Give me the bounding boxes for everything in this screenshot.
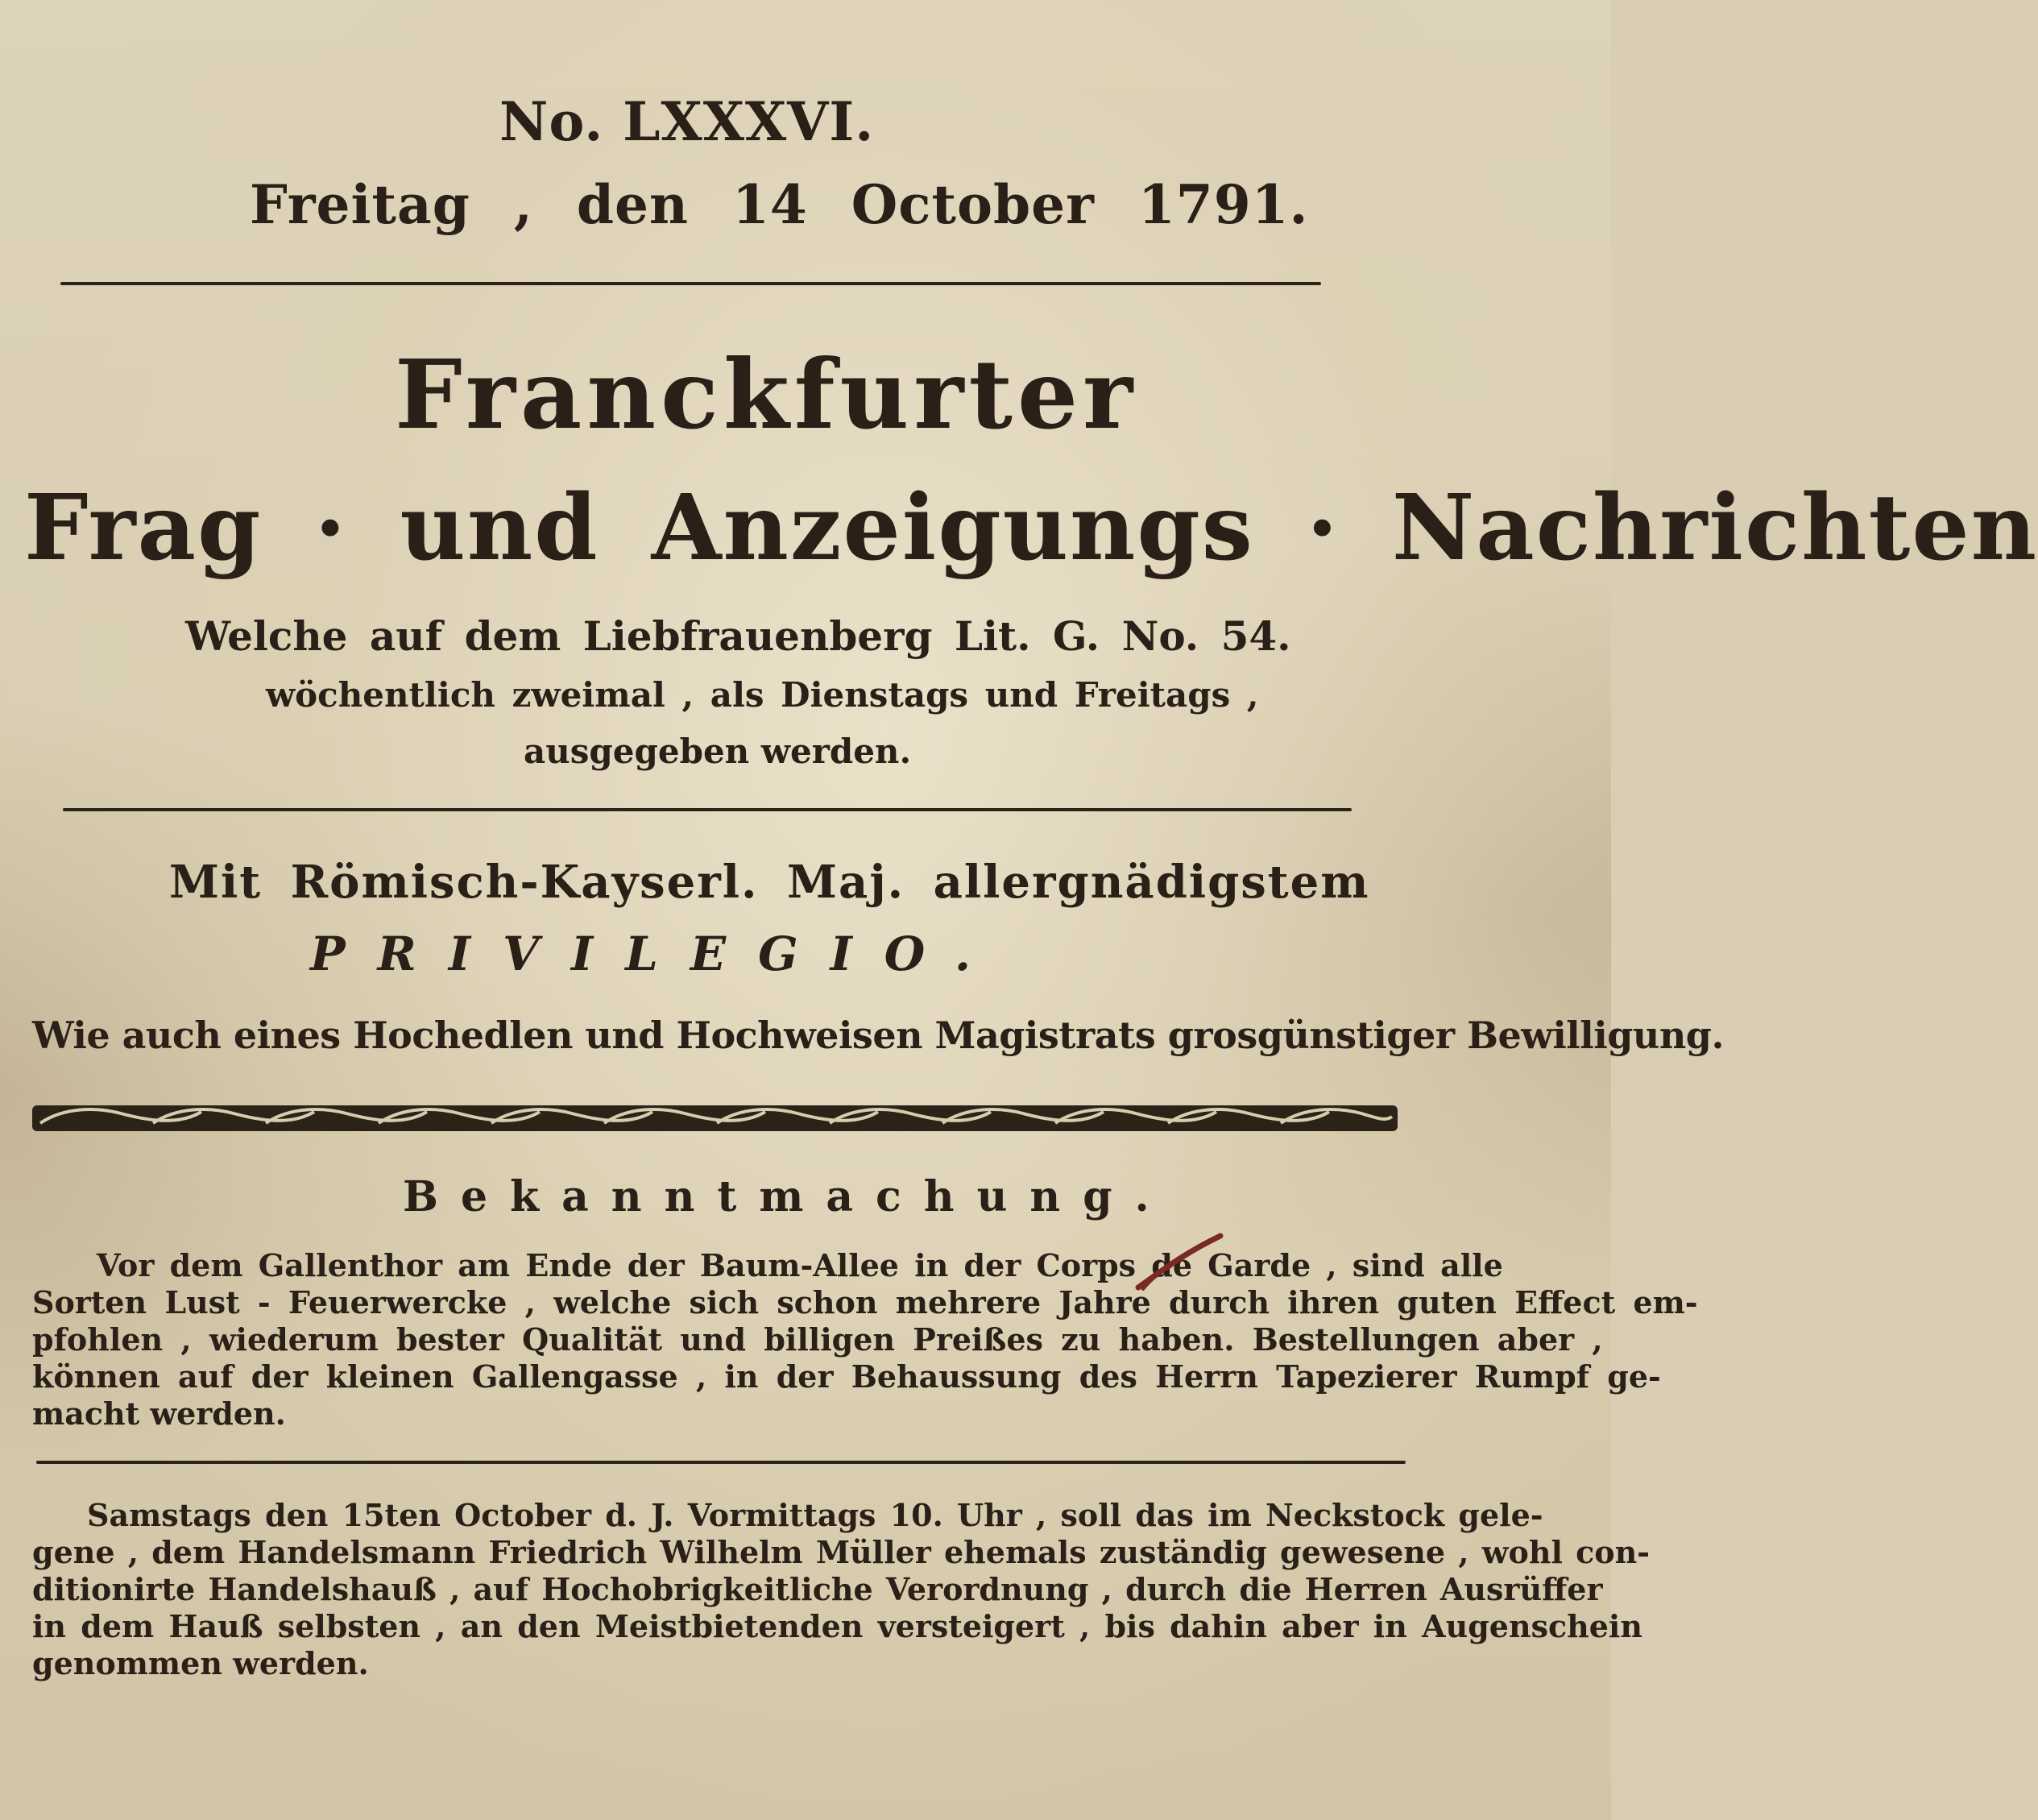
paragraph-line: können auf der kleinen Gallengasse , in der Behaussung des Herrn Tapezierer Rumpf ge-	[32, 1358, 1661, 1395]
ornamental-border	[32, 1102, 1398, 1134]
header-divider	[60, 282, 1321, 285]
masthead-title-line-1: Franckfurter	[395, 338, 1138, 450]
issue-number: No. LXXXVI.	[499, 90, 875, 153]
privilege-line-1: Mit Römisch-Kayserl. Maj. allergnädigstem	[169, 856, 1370, 909]
paragraph-line: macht werden.	[32, 1395, 286, 1432]
paragraph-line: Vor dem Gallenthor am Ende der Baum-Allee in der Corps de Garde , sind alle	[97, 1247, 1503, 1283]
paragraph-line: pfohlen , wiederum bester Qualität und billigen Preißes zu haben. Bestellungen aber ,	[32, 1321, 1603, 1358]
publisher-line-1: Welche auf dem Liebfrauenberg Lit. G. No. 54.	[185, 612, 1291, 660]
auction-paragraph	[32, 1497, 1650, 1682]
section-heading: Bekanntmachung.	[403, 1172, 1172, 1221]
section-divider	[36, 1461, 1406, 1464]
issue-date: Freitag , den 14 October 1791.	[250, 173, 1309, 236]
paragraph-line: Samstags den 15ten October d. J. Vormittags 10. Uhr , soll das im Neckstock gele-	[87, 1497, 1543, 1533]
publisher-line-2: wöchentlich zweimal , als Dienstags und Freitags ,	[266, 675, 1259, 715]
paragraph-line: genommen werden.	[32, 1645, 369, 1681]
masthead-title-line-2: Frag · und Anzeigungs · Nachrichten	[24, 475, 2038, 581]
privilege-line-3: Wie auch eines Hochedlen und Hochweisen Magistrats grosgünstiger Bewilligung.	[32, 1014, 1724, 1057]
paragraph-line: ditionirte Handelshauß , auf Hochobrigkeitliche Verordnung , durch die Herren Ausrüffer	[32, 1571, 1603, 1607]
paragraph-line: in dem Hauß selbsten , an den Meistbietenden versteigert , bis dahin aber in Augenschein	[32, 1608, 1642, 1644]
masthead-divider	[63, 808, 1352, 811]
paragraph-line: gene , dem Handelsmann Friedrich Wilhelm Müller ehemals zuständig gewesene , wohl con-	[32, 1534, 1650, 1570]
paragraph-line: Sorten Lust - Feuerwercke , welche sich schon mehrere Jahre durch ihren guten Effect em-	[32, 1284, 1698, 1320]
handwritten-ink-mark	[1132, 1231, 1228, 1296]
privilege-line-2: PRIVILEGIO.	[310, 927, 1004, 981]
publisher-line-3: ausgegeben werden.	[524, 732, 912, 771]
